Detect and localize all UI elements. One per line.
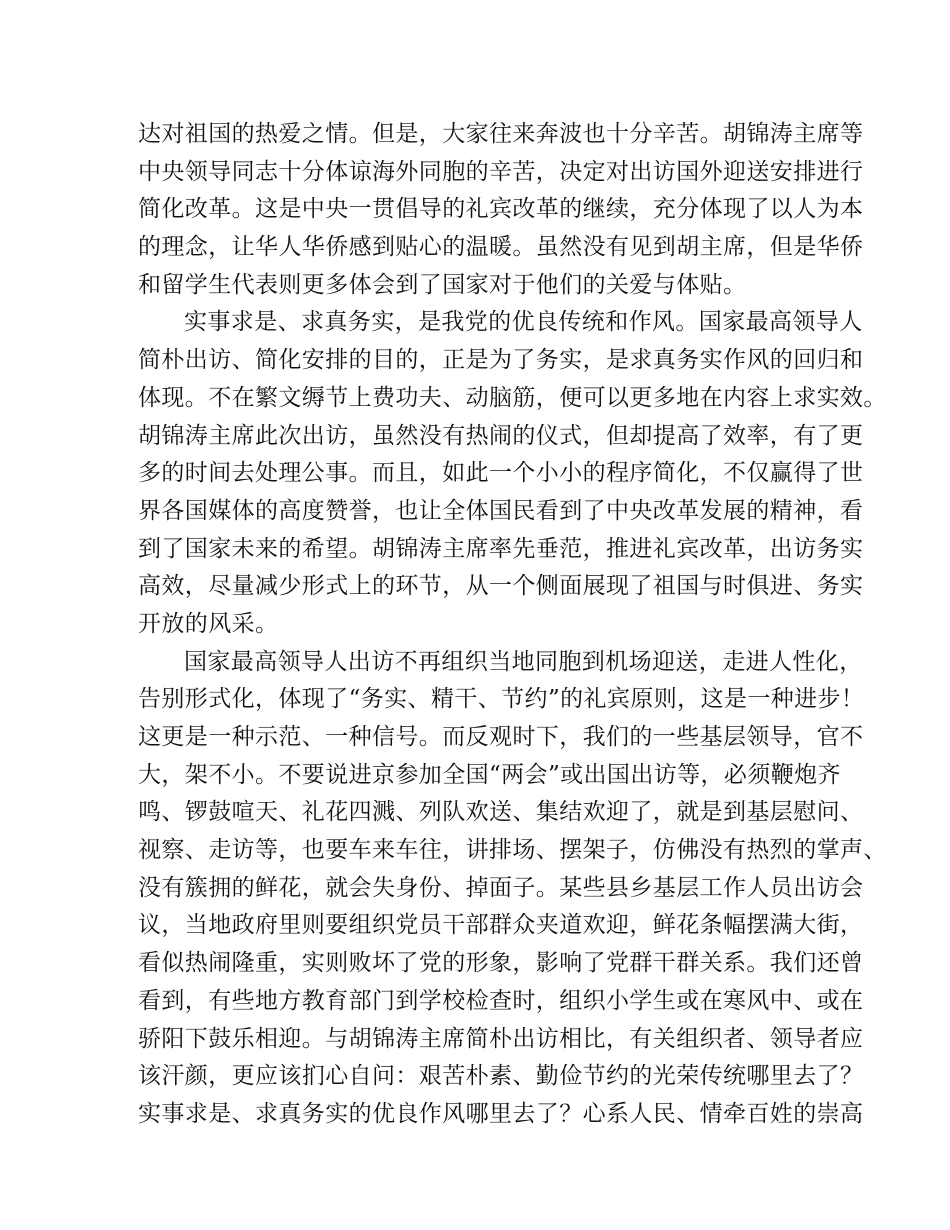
text-line: 视察、走访等，也要车来车往，讲排场、摆架子，仿佛没有热烈的掌声、 — [138, 837, 887, 864]
paragraph-first-line: 国家最高领导人出访不再组织当地同胞到机场迎送，走进人性化， — [184, 648, 863, 675]
text-line: 骄阳下鼓乐相迎。与胡锦涛主席简朴出访相比，有关组织者、领导者应 — [138, 1025, 864, 1052]
text-line: 看似热闹隆重，实则败坏了党的形象，影响了党群干群关系。我们还曾 — [138, 950, 864, 977]
text-line: 界各国媒体的高度赞誉，也让全体国民看到了中央改革发展的精神，看 — [138, 497, 864, 524]
text-line: 到了国家未来的希望。胡锦涛主席率先垂范，推进礼宾改革，出访务实 — [138, 535, 864, 562]
text-line: 达对祖国的热爱之情。但是，大家往来奔波也十分辛苦。胡锦涛主席等 — [138, 121, 864, 147]
text-line: 的理念，让华人华侨感到贴心的温暖。虽然没有见到胡主席，但是华侨 — [138, 234, 864, 261]
paragraph-first-line: 实事求是、求真务实，是我党的优良传统和作风。国家最高领导人 — [184, 309, 863, 336]
text-line: 和留学生代表则更多体会到了国家对于他们的关爱与体贴。 — [138, 271, 747, 298]
text-line: 鸣、锣鼓喧天、礼花四溅、列队欢送、集结欢迎了，就是到基层慰问、 — [138, 799, 864, 826]
text-line: 简化改革。这是中央一贯倡导的礼宾改革的继续，充分体现了以人为本 — [138, 196, 864, 223]
text-line: 看到，有些地方教育部门到学校检查时，组织小学生或在寒风中、或在 — [138, 987, 864, 1014]
text-line: 简朴出访、简化安排的目的，正是为了务实，是求真务实作风的回归和 — [138, 347, 864, 374]
text-line: 实事求是、求真务实的优良作风哪里去了？心系人民、情牵百姓的崇高 — [138, 1100, 864, 1127]
text-line: 高效，尽量减少形式上的环节，从一个侧面展现了祖国与时俱进、务实 — [138, 573, 864, 600]
body-text — [138, 116, 887, 1134]
text-line: 大，架不小。不要说进京参加全国“两会”或出国出访等，必须鞭炮齐 — [138, 761, 841, 788]
text-line: 开放的风采。 — [138, 610, 279, 637]
text-line: 这更是一种示范、一种信号。而反观时下，我们的一些基层领导，官不 — [138, 724, 864, 750]
text-line: 议，当地政府里则要组织党员干部群众夹道欢迎，鲜花条幅摆满大街， — [138, 912, 864, 939]
text-line: 没有簇拥的鲜花，就会失身份、掉面子。某些县乡基层工作人员出访会 — [138, 874, 864, 901]
text-line: 胡锦涛主席此次出访，虽然没有热闹的仪式，但却提高了效率，有了更 — [138, 422, 864, 449]
text-line: 多的时间去处理公事。而且，如此一个小小的程序简化，不仅赢得了世 — [138, 460, 864, 487]
text-line: 告别形式化，体现了“务实、精干、节约”的礼宾原则，这是一种进步！ — [138, 686, 865, 713]
text-line: 体现。不在繁文缛节上费功夫、动脑筋，便可以更多地在内容上求实效。 — [138, 384, 887, 411]
text-line: 中央领导同志十分体谅海外同胞的辛苦，决定对出访国外迎送安排进行 — [138, 158, 864, 185]
text-line: 该汗颜，更应该扪心自问：艰苦朴素、勤俭节约的光荣传统哪里去了？ — [138, 1063, 864, 1090]
